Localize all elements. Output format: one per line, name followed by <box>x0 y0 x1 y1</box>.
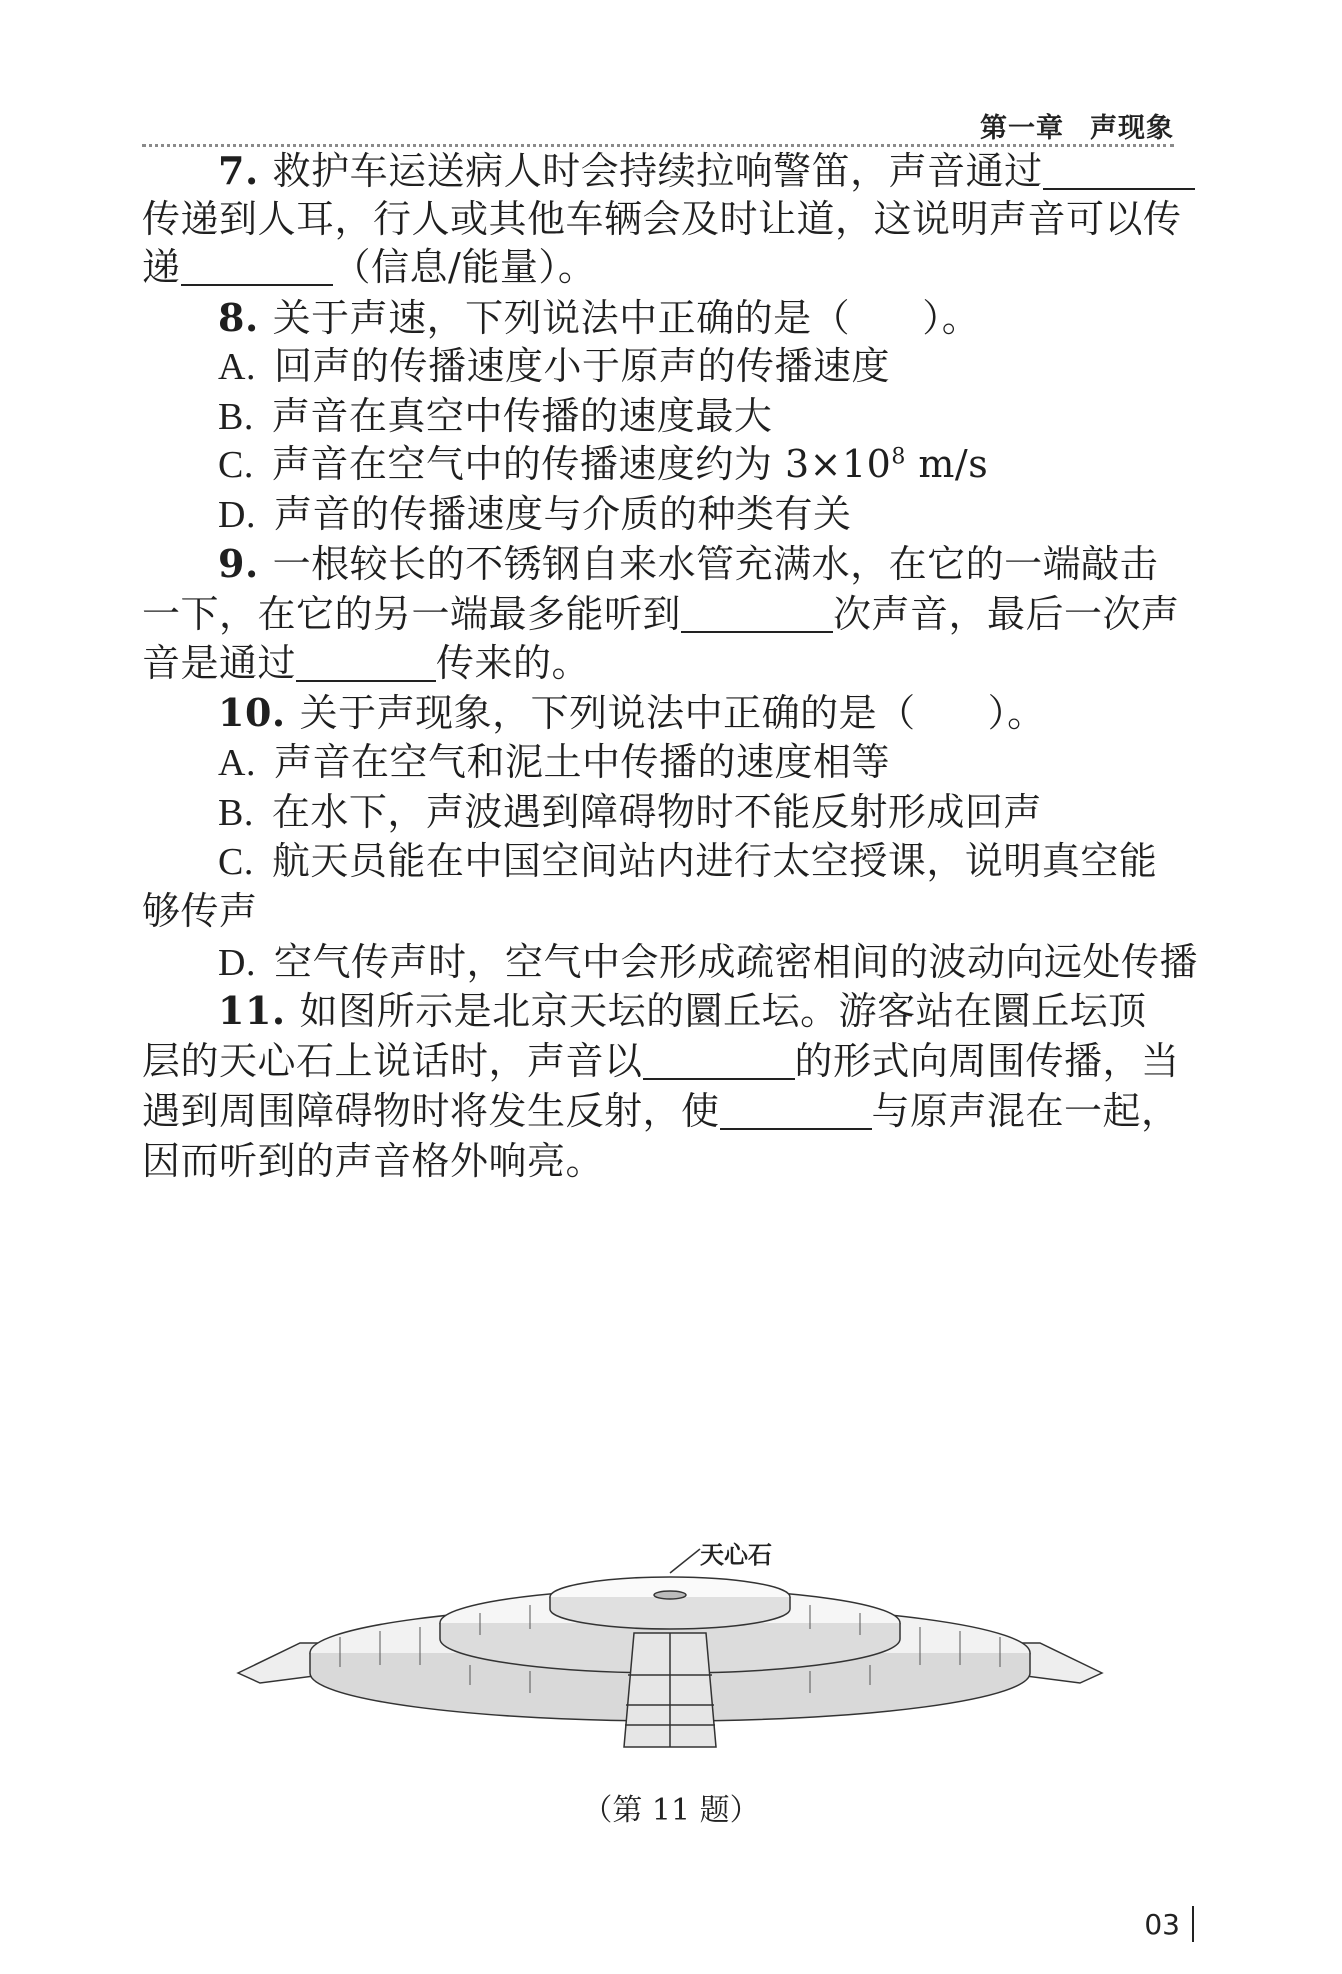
q7-text-3a: 递 <box>142 245 181 289</box>
q9-text-2b: 次声音，最后一次声 <box>833 592 1180 636</box>
q7-text-1: 救护车运送病人时会持续拉响警笛，声音通过 <box>272 149 1043 193</box>
q10-option-d-text: 空气传声时，空气中会形成疏密相间的波动向远处传播 <box>273 940 1198 984</box>
q7-text-2: 传递到人耳，行人或其他车辆会及时让道，这说明声音可以传 <box>142 197 1182 241</box>
q9-blank-1[interactable] <box>681 593 833 633</box>
q11-blank-1[interactable] <box>643 1040 795 1080</box>
q8-option-c-label: C. <box>218 444 254 486</box>
q10-option-b-label: B. <box>218 792 254 834</box>
q11-blank-2[interactable] <box>720 1090 872 1130</box>
q10-option-a-text: 声音在空气和泥土中传播的速度相等 <box>273 740 890 784</box>
q11-number: 11. <box>218 988 286 1033</box>
q10-number: 10. <box>218 690 286 735</box>
q9-number: 9. <box>218 541 259 586</box>
circular-mound-altar-illustration <box>230 1525 1110 1755</box>
q9-text-2a: 一下，在它的另一端最多能听到 <box>142 592 682 636</box>
q7-blank-2[interactable] <box>181 246 333 286</box>
q8-option-c-text: 声音在空气中的传播速度约为 3×10 <box>271 442 892 486</box>
q8-option-c-unit: m/s <box>905 442 989 486</box>
q11-text-3b: 与原声混在一起， <box>871 1089 1180 1133</box>
q7-blank-1[interactable] <box>1043 150 1195 190</box>
q11-text-1: 如图所示是北京天坛的圜丘坛。游客站在圜丘坛顶 <box>299 989 1147 1033</box>
q11-line-4 <box>142 1130 1174 1192</box>
q7-number: 7. <box>218 148 259 193</box>
q8-option-c-exponent: 8 <box>891 444 906 470</box>
page-number: 03 <box>1144 1908 1180 1941</box>
q8-option-d-text: 声音的传播速度与介质的种类有关 <box>273 492 852 536</box>
q10-option-d-label: D. <box>218 942 256 984</box>
q9-text-3a: 音是通过 <box>142 641 297 685</box>
q11-text-2b: 的形式向周围传播，当 <box>794 1039 1180 1083</box>
q10-stem-a: 关于声现象，下列说法中正确的是（ <box>299 691 916 735</box>
figure-caption: （第 11 题） <box>582 1793 760 1828</box>
q8-stem-a: 关于声速，下列说法中正确的是（ <box>272 296 851 340</box>
figure-label-tianxinshi: 天心石 <box>700 1541 772 1569</box>
q8-option-d-label: D. <box>218 494 256 536</box>
q11-text-4: 因而听到的声音格外响亮。 <box>142 1139 605 1183</box>
chapter-number: 第一章 <box>980 113 1064 144</box>
q10-option-b-text: 在水下，声波遇到障碍物时不能反射形成回声 <box>271 790 1042 834</box>
q8-option-a-text: 回声的传播速度小于原声的传播速度 <box>273 344 890 388</box>
q10-option-c-text-2: 够传声 <box>142 889 258 933</box>
q8-stem-b: ）。 <box>922 296 981 340</box>
page-number-divider <box>1192 1906 1194 1942</box>
q8-number: 8. <box>218 295 259 340</box>
q10-stem-b: ）。 <box>987 691 1046 735</box>
q9-text-3b: 传来的。 <box>436 641 591 685</box>
q11-text-3a: 遇到周围障碍物时将发生反射，使 <box>142 1089 720 1133</box>
q8-option-b-text: 声音在真空中传播的速度最大 <box>271 394 773 438</box>
chapter-section: 声现象 <box>1090 113 1174 144</box>
q10-option-c-label: C. <box>218 841 254 883</box>
q11-text-2a: 层的天心石上说话时，声音以 <box>142 1039 643 1083</box>
q7-text-3b: （信息/能量）。 <box>332 245 597 289</box>
q9-blank-2[interactable] <box>296 642 436 682</box>
q10-option-a-label: A. <box>218 742 256 784</box>
label-leader-line <box>670 1549 700 1573</box>
q8-option-a-label: A. <box>218 346 256 388</box>
q10-option-c-text: 航天员能在中国空间站内进行太空授课，说明真空能 <box>271 839 1158 883</box>
q8-option-b-label: B. <box>218 396 254 438</box>
q9-text-1: 一根较长的不锈钢自来水管充满水，在它的一端敲击 <box>272 542 1159 586</box>
